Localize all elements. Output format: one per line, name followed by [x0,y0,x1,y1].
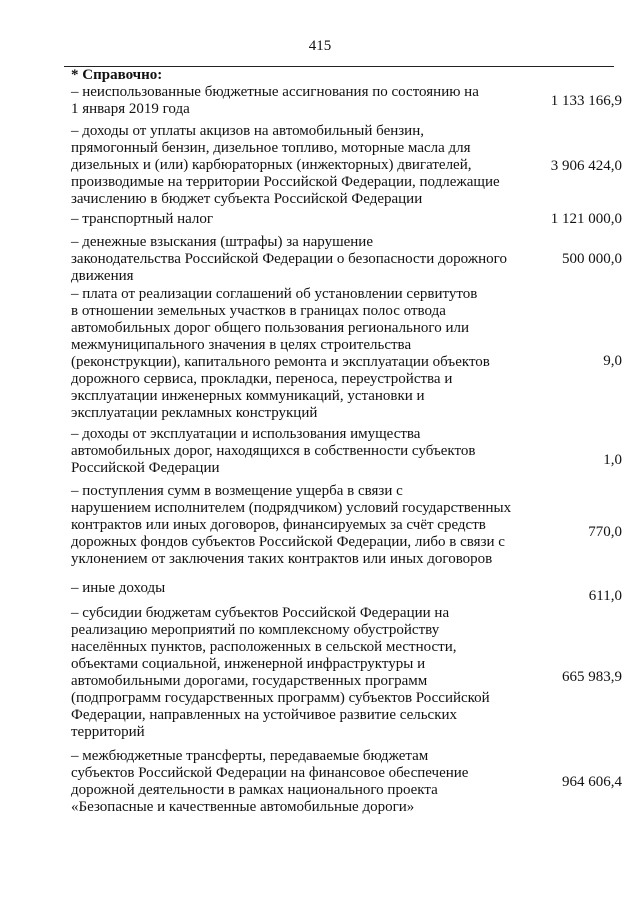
list-item [71,286,622,422]
list-item [71,426,622,477]
item-value: 770,0 [588,524,622,540]
item-value: 964 606,4 [562,774,622,790]
item-value: 1,0 [603,452,622,468]
item-text: – доходы от эксплуатации и использования имущества автомобильных дорог, находящихся в собственности субъектов Российской Федерации [71,426,476,476]
item-text: – субсидии бюджетам субъектов Российской Федерации на реализацию мероприятий по комплексному обустройству населённых пунктов, расположенных в сельской местности, объектами социальной, инженерной инфраструктуры и автомобильными дорогами, государственных программ (подпрограмм государственных программ) субъектов Российской Федерации, направленных на устойчивое развитие сельских территорий [71,605,490,740]
item-value: 1 133 166,9 [550,93,622,109]
item-value: 1 121 000,0 [550,211,622,227]
list-item [71,123,622,208]
item-value: 3 906 424,0 [550,158,622,174]
item-value: 500 000,0 [562,251,622,267]
list-item [71,234,622,285]
item-text: – иные доходы [71,580,166,596]
list-item [71,211,622,228]
list-item [71,605,622,741]
item-text: – доходы от уплаты акцизов на автомобильный бензин, прямогонный бензин, дизельное топливо, моторные масла для дизельных и (или) карбюраторных (инжекторных) двигателей, производимые на территории Российской Федерации, подлежащие зачислению в бюджет субъекта Российской Федерации [71,123,500,207]
list-item [71,84,622,118]
item-value: 611,0 [588,588,622,604]
list-item [71,748,622,816]
item-value: 9,0 [603,353,622,369]
item-text: – неиспользованные бюджетные ассигнования по состоянию на 1 января 2019 года [71,84,479,117]
item-text: – поступления сумм в возмещение ущерба в связи с нарушением исполнителем (подрядчиком) условий государственных контрактов или иных договоров, финансируемых за счёт средств дорожных фондов субъектов Российской Федерации, либо в связи с уклонением от заключения таких контрактов или иных договоров [71,483,512,567]
list-item [71,483,622,568]
item-text: – транспортный налог [71,211,214,227]
list-item [71,580,622,604]
item-text: – межбюджетные трансферты, передаваемые бюджетам субъектов Российской Федерации на финансовое обеспечение дорожной деятельности в рамках национального проекта «Безопасные и качественные автомобильные дороги» [71,748,469,815]
item-text: – денежные взыскания (штрафы) за нарушение законодательства Российской Федерации о безопасности дорожного движения [71,234,507,284]
item-text: – плата от реализации соглашений об установлении сервитутов в отношении земельных участков в границах полос отвода автомобильных дорог общего пользования регионального или межмуниципального значения в целях строительства (реконструкции), капитального ремонта и эксплуатации объектов дорожного сервиса, прокладки, переноса, переустройства и эксплуатации инженерных коммуникаций, установки и эксплуатации рекламных конструкций [71,286,490,421]
section-heading: * Справочно: [71,67,163,83]
item-value: 665 983,9 [562,669,622,685]
page-number: 415 [308,38,332,54]
